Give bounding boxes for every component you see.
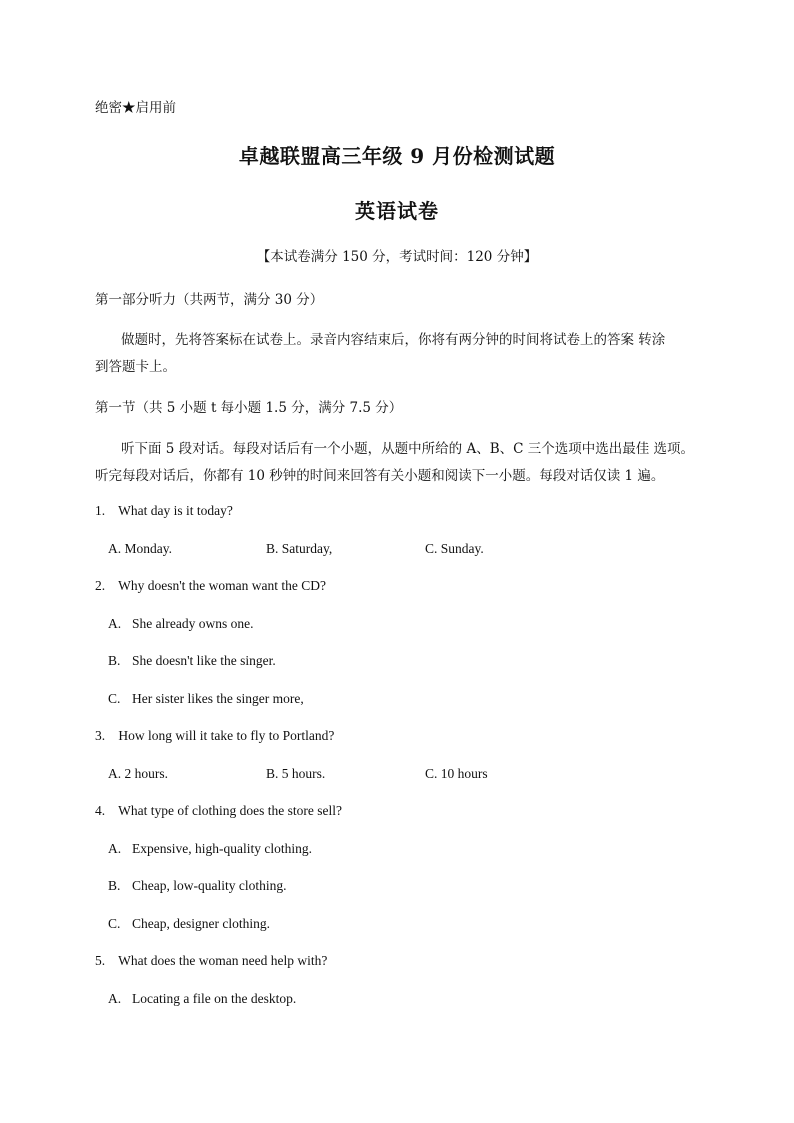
section1-instruction-line2: 听完每段对话后，你都有 10 秒钟的时间来回答有关小题和阅读下一小题。每段对话仅读 1 遍。	[95, 468, 665, 484]
question-3	[95, 728, 334, 744]
option-text: Monday.	[124, 541, 172, 556]
option-letter: B.	[108, 653, 121, 668]
confidential-mark: 绝密★启用前	[95, 100, 176, 116]
question-number: 1.	[95, 503, 106, 518]
question-1	[95, 503, 233, 519]
q4-option-c	[108, 916, 270, 932]
option-letter: A.	[108, 541, 122, 556]
option-letter: C.	[108, 916, 121, 931]
q3-option-a	[108, 766, 168, 782]
q2-option-c	[108, 691, 304, 707]
option-text: 2 hours.	[124, 766, 168, 781]
question-text: What day is it today?	[118, 503, 233, 518]
option-letter: A.	[108, 841, 122, 856]
section1-instruction-line1: 听下面 5 段对话。每段对话后有一个小题，从题中所给的 A、B、C 三个选项中选出最佳 选项。	[121, 441, 695, 457]
part1-instruction-line1: 做题时，先将答案标在试卷上。录音内容结束后，你将有两分钟的时间将试卷上的答案 转涂	[121, 332, 666, 348]
option-letter: B.	[108, 878, 121, 893]
question-4	[95, 803, 342, 819]
option-text: Sunday.	[440, 541, 484, 556]
question-2	[95, 578, 326, 594]
option-letter: B.	[266, 541, 279, 556]
part1-heading: 第一部分听力（共两节，满分 30 分）	[95, 292, 324, 308]
option-letter: C.	[108, 691, 121, 706]
q3-option-b	[266, 766, 325, 782]
question-number: 5.	[95, 953, 106, 968]
question-text: How long will it take to fly to Portland?	[118, 728, 335, 743]
q4-option-b	[108, 878, 286, 894]
question-5	[95, 953, 327, 969]
question-text: What type of clothing does the store sell?	[118, 803, 342, 818]
option-text: Her sister likes the singer more,	[132, 691, 304, 706]
question-text: Why doesn't the woman want the CD?	[118, 578, 327, 593]
question-number: 2.	[95, 578, 106, 593]
option-text: 10 hours	[440, 766, 488, 781]
option-letter: A.	[108, 616, 122, 631]
option-letter: C.	[425, 541, 438, 556]
q1-option-b	[266, 541, 332, 557]
option-text: Saturday,	[281, 541, 333, 556]
option-text: She already owns one.	[132, 616, 254, 631]
option-letter: B.	[266, 766, 279, 781]
q2-option-a	[108, 616, 253, 632]
section1-heading: 第一节（共 5 小题 t 每小题 1.5 分，满分 7.5 分）	[95, 400, 403, 416]
option-letter: A.	[108, 991, 122, 1006]
q5-option-a	[108, 991, 296, 1007]
option-text: Cheap, low-quality clothing.	[132, 878, 287, 893]
exam-title: 卓越联盟高三年级 9 月份检测试题	[238, 144, 556, 168]
question-text: What does the woman need help with?	[118, 953, 328, 968]
q2-option-b	[108, 653, 276, 669]
q3-option-c	[425, 766, 488, 782]
exam-subtitle: 英语试卷	[355, 199, 439, 223]
option-letter: A.	[108, 766, 122, 781]
option-letter: C.	[425, 766, 438, 781]
question-number: 3.	[95, 728, 106, 743]
option-text: Cheap, designer clothing.	[132, 916, 270, 931]
q4-option-a	[108, 841, 312, 857]
option-text: She doesn't like the singer.	[132, 653, 276, 668]
q1-option-a	[108, 541, 172, 557]
part1-instruction-line2: 到答题卡上。	[95, 359, 176, 375]
option-text: Locating a file on the desktop.	[132, 991, 297, 1006]
option-text: Expensive, high-quality clothing.	[132, 841, 312, 856]
exam-info: 【本试卷满分 150 分，考试时间：120 分钟】	[256, 249, 538, 265]
option-text: 5 hours.	[281, 766, 326, 781]
q1-option-c	[425, 541, 484, 557]
question-number: 4.	[95, 803, 106, 818]
